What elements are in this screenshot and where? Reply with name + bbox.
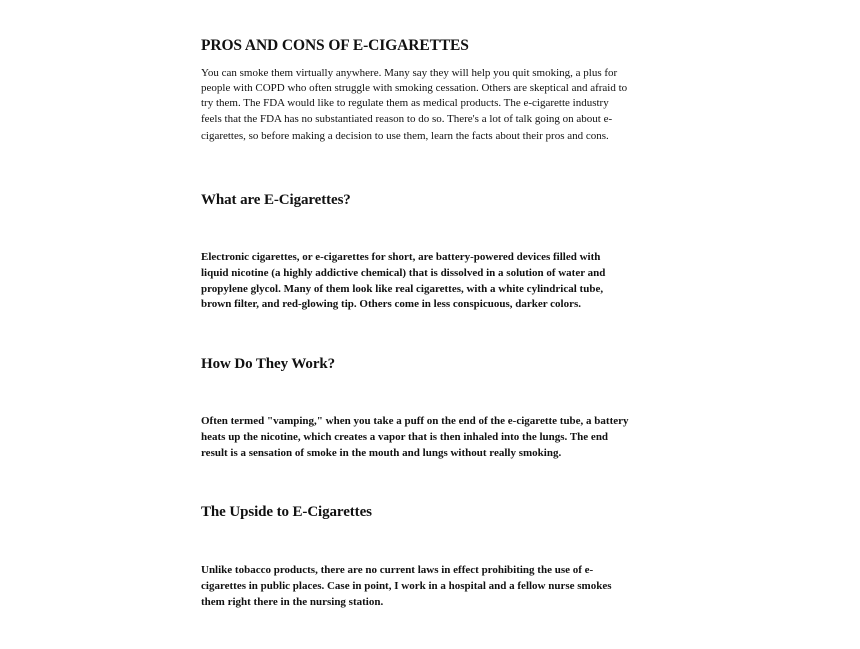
intro-paragraph [201, 66, 671, 146]
section-paragraph-how-do-they-work [201, 414, 629, 461]
paragraph-line: Electronic cigarettes, or e-cigarettes for short, are battery-powered devices filled with [201, 251, 601, 263]
paragraph-line: result is a sensation of smoke in the mouth and lungs without really smoking. [201, 446, 562, 459]
section-heading-what-are-e-cigarettes: What are E-Cigarettes? [201, 192, 351, 208]
section-heading-upside: The Upside to E-Cigarettes [201, 504, 372, 520]
paragraph-line: propylene glycol. Many of them look like real cigarettes, with a white cylindrical tube, [201, 282, 604, 295]
intro-line: feels that the FDA has no substantiated reason to do so. There's a lot of talk going on about e- [201, 112, 613, 125]
section-paragraph-what-are-e-cigarettes [201, 250, 605, 313]
intro-line: You can smoke them virtually anywhere. Many say they will help you quit smoking, a plus for [201, 67, 618, 79]
paragraph-line: them right there in the nursing station. [201, 595, 384, 608]
document-title: PROS AND CONS OF E-CIGARETTES [201, 37, 469, 54]
section-heading-how-do-they-work: How Do They Work? [201, 356, 336, 372]
paragraph-line: brown filter, and red-glowing tip. Others come in less conspicuous, darker colors. [201, 298, 582, 311]
intro-line: try them. The FDA would like to regulate them as medical products. The e-cigarette industry [201, 97, 609, 110]
paragraph-line: cigarettes in public places. Case in point, I work in a hospital and a fellow nurse smokes [201, 579, 612, 592]
paragraph-line: Often termed "vamping," when you take a puff on the end of the e-cigarette tube, a battery [201, 415, 629, 427]
section-paragraph-upside [201, 563, 612, 610]
intro-line: people with COPD who often struggle with smoking cessation. Others are skeptical and afraid to [201, 82, 628, 95]
paragraph-line: Unlike tobacco products, there are no current laws in effect prohibiting the use of e- [201, 564, 594, 576]
intro-line: cigarettes, so before making a decision to use them, learn the facts about their pros and cons. [201, 129, 609, 142]
paragraph-line: heats up the nicotine, which creates a vapor that is then inhaled into the lungs. The end [201, 430, 609, 443]
paragraph-line: liquid nicotine (a highly addictive chemical) that is dissolved in a solution of water and [201, 266, 606, 279]
document-page [201, 36, 671, 608]
